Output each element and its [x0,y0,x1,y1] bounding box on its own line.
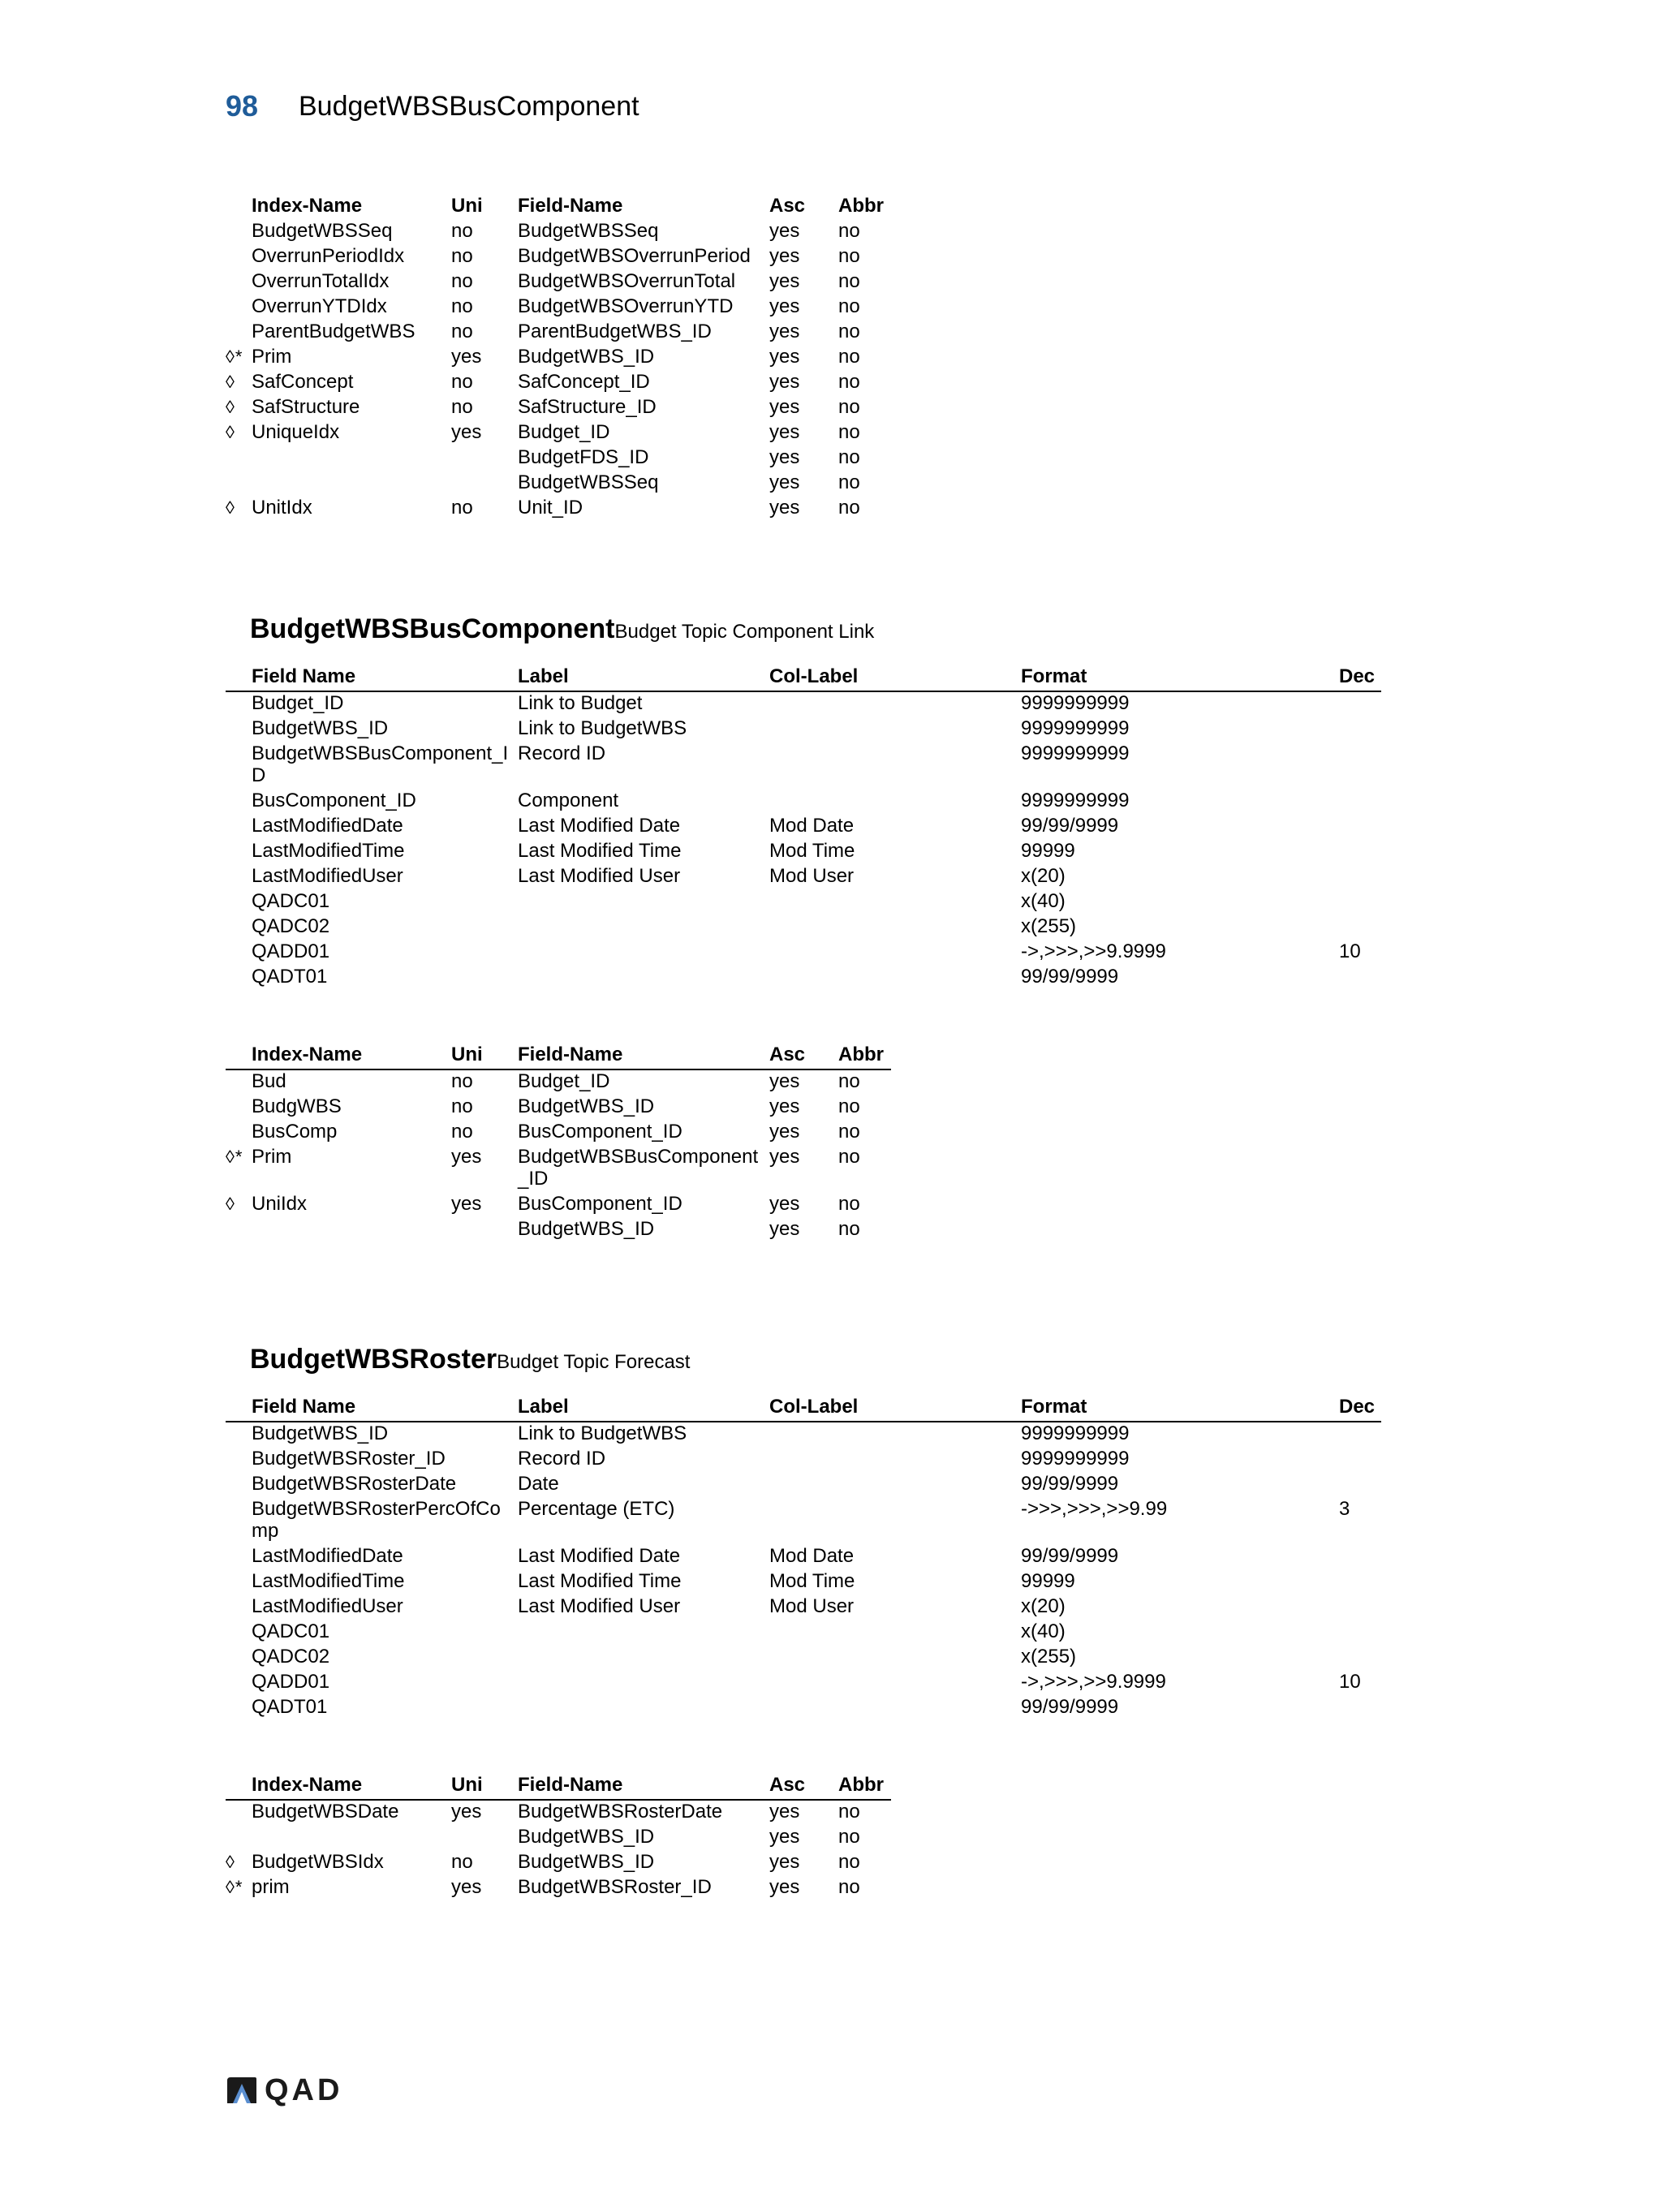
uni-cell: yes [451,346,482,368]
col-header-asc: Asc [769,1774,806,1796]
field-row [226,1671,1381,1696]
label-cell: Percentage (ETC) [518,1498,675,1520]
asc-cell: yes [769,245,800,267]
field-name-cell: BudgetWBS_ID [518,1095,655,1117]
format-cell: ->,>>>,>>9.9999 [1021,1671,1166,1693]
label-cell: Component [518,790,619,811]
uni-cell: no [451,1121,473,1143]
col-header-field-name: Field Name [252,1396,356,1418]
uni-cell: yes [451,1146,482,1168]
abbr-cell: no [838,396,860,418]
index-row [226,1070,891,1095]
index-row [226,295,891,321]
format-cell: x(255) [1021,1646,1077,1668]
asc-cell: yes [769,321,800,342]
uni-cell: no [451,1095,473,1117]
asc-cell: yes [769,1876,800,1898]
col-header-dec: Dec [1339,665,1376,687]
col-header-dec: Dec [1339,1396,1376,1418]
format-cell: x(40) [1021,890,1066,912]
field-name-cell: ParentBudgetWBS_ID [518,321,712,342]
index-row [226,1121,891,1146]
col-header-uni: Uni [451,1774,483,1796]
asc-cell: yes [769,471,800,493]
index-name-cell: BudgetWBSIdx [252,1851,384,1873]
field-name-cell: BudgetWBSRoster_ID [518,1876,712,1898]
uni-cell: no [451,270,473,292]
col-header-index-name: Index-Name [252,1774,363,1796]
col-header-field-name: Field-Name [518,1044,623,1065]
index-name-cell: ParentBudgetWBS [252,321,416,342]
field-row [226,966,1381,991]
index-flag-marker: ◊* [226,1877,243,1897]
index-name-cell: Prim [252,346,292,368]
section-title-budgetwbsbuscomponent [250,613,874,645]
field-table-2 [226,1396,1381,1721]
logo-text: QAD [265,2072,343,2107]
field-name-cell: BudgetWBSRosterDate [252,1473,457,1495]
field-name-cell: LastModifiedTime [252,840,405,862]
index-name-cell: SafStructure [252,396,360,418]
col-header-uni: Uni [451,1044,483,1065]
table-description: Budget Topic Forecast [497,1351,691,1373]
col-header-label: Label [518,1396,569,1418]
col-header-asc: Asc [769,195,806,217]
field-row [226,692,1381,717]
format-cell: 9999999999 [1021,1448,1130,1470]
index-name-cell: prim [252,1876,290,1898]
label-cell: Record ID [518,742,606,764]
index-row [226,396,891,421]
field-name-cell: BusComponent_ID [518,1121,682,1143]
uni-cell: yes [451,1801,482,1823]
index-name-cell: BudgWBS [252,1095,342,1117]
uni-cell: no [451,220,473,242]
asc-cell: yes [769,396,800,418]
col-label-cell: Mod User [769,865,855,887]
field-name-cell: BudgetWBSOverrunTotal [518,270,736,292]
abbr-cell: no [838,1146,860,1168]
format-cell: ->>>,>>>,>>9.99 [1021,1498,1168,1520]
format-cell: ->,>>>,>>9.9999 [1021,940,1166,962]
asc-cell: yes [769,1218,800,1240]
abbr-cell: no [838,270,860,292]
col-header-abbr: Abbr [838,1774,884,1796]
index-flag-marker: ◊ [226,422,235,442]
index-name-cell: OverrunYTDIdx [252,295,387,317]
format-cell: 99/99/9999 [1021,1473,1119,1495]
field-name-cell: BudgetWBS_ID [252,717,389,739]
field-row [226,840,1381,865]
col-header-index-name: Index-Name [252,195,363,217]
format-cell: 99999 [1021,1570,1075,1592]
index-row [226,1146,891,1193]
index-row [226,421,891,446]
field-row [226,1448,1381,1473]
field-row [226,717,1381,742]
abbr-cell: no [838,295,860,317]
col-header-format: Format [1021,1396,1087,1418]
abbr-cell: no [838,1193,860,1215]
index-row [226,1851,891,1876]
col-header-abbr: Abbr [838,1044,884,1065]
label-cell: Link to Budget [518,692,643,714]
page-number: 98 [226,89,259,123]
label-cell: Link to BudgetWBS [518,1422,687,1444]
index-name-cell: BudgetWBSSeq [252,220,393,242]
abbr-cell: no [838,1095,860,1117]
field-name-cell: Budget_ID [252,692,344,714]
field-row [226,1498,1381,1545]
field-row [226,1696,1381,1721]
col-label-cell: Mod Time [769,1570,855,1592]
label-cell: Date [518,1473,559,1495]
index-table-header [226,195,891,220]
index-row [226,270,891,295]
index-flag-marker: ◊ [226,497,235,518]
field-name-cell: QADD01 [252,1671,330,1693]
asc-cell: yes [769,1826,800,1848]
field-name-cell: BudgetWBSBusComponent_ID [252,742,509,786]
col-header-format: Format [1021,665,1087,687]
index-row [226,497,891,522]
asc-cell: yes [769,270,800,292]
index-flag-marker: ◊ [226,397,235,417]
index-row [226,1801,891,1826]
format-cell: 9999999999 [1021,692,1130,714]
qad-logo-icon [226,2076,258,2105]
col-header-col-label: Col-Label [769,1396,859,1418]
asc-cell: yes [769,421,800,443]
col-label-cell: Mod Time [769,840,855,862]
asc-cell: yes [769,371,800,393]
field-name-cell: BudgetWBSRoster_ID [252,1448,446,1470]
format-cell: 99/99/9999 [1021,1696,1119,1718]
field-name-cell: BudgetWBS_ID [518,346,655,368]
field-row [226,890,1381,915]
format-cell: 9999999999 [1021,742,1130,764]
index-row [226,321,891,346]
index-table-2 [226,1044,891,1243]
field-row [226,915,1381,940]
col-header-label: Label [518,665,569,687]
format-cell: 99/99/9999 [1021,966,1119,988]
label-cell: Last Modified Time [518,840,682,862]
label-cell: Last Modified User [518,1595,681,1617]
field-row [226,1570,1381,1595]
label-cell: Last Modified Time [518,1570,682,1592]
field-row [226,865,1381,890]
index-name-cell: BudgetWBSDate [252,1801,399,1823]
field-row [226,940,1381,966]
abbr-cell: no [838,1070,860,1092]
field-name-cell: BudgetWBS_ID [518,1851,655,1873]
col-header-field-name: Field Name [252,665,356,687]
asc-cell: yes [769,295,800,317]
col-header-asc: Asc [769,1044,806,1065]
field-name-cell: BudgetWBSRosterPercOfComp [252,1498,501,1542]
abbr-cell: no [838,421,860,443]
index-flag-marker: ◊* [226,346,243,367]
field-name-cell: QADT01 [252,1696,328,1718]
index-name-cell: Prim [252,1146,292,1168]
index-flag-marker: ◊* [226,1147,243,1167]
index-flag-marker: ◊ [226,1194,235,1214]
label-cell: Link to BudgetWBS [518,717,687,739]
abbr-cell: no [838,446,860,468]
page-title: BudgetWBSBusComponent [299,91,639,122]
col-header-field-name: Field-Name [518,1774,623,1796]
uni-cell: no [451,321,473,342]
field-row [226,815,1381,840]
index-name-cell: OverrunTotalIdx [252,270,390,292]
format-cell: x(255) [1021,915,1077,937]
field-name-cell: BudgetWBSSeq [518,220,659,242]
abbr-cell: no [838,321,860,342]
field-name-cell: QADC01 [252,1620,330,1642]
field-name-cell: QADC02 [252,915,330,937]
asc-cell: yes [769,1095,800,1117]
field-name-cell: BudgetWBS_ID [252,1422,389,1444]
uni-cell: no [451,396,473,418]
index-row [226,371,891,396]
field-row [226,1595,1381,1620]
field-row [226,1473,1381,1498]
qad-logo [226,2074,342,2107]
format-cell: 99/99/9999 [1021,815,1119,837]
index-row [226,1095,891,1121]
asc-cell: yes [769,497,800,519]
index-row [226,1193,891,1218]
uni-cell: yes [451,1876,482,1898]
section-title-budgetwbsroster [250,1344,690,1375]
format-cell: x(40) [1021,1620,1066,1642]
uni-cell: no [451,1851,473,1873]
index-name-cell: UniIdx [252,1193,308,1215]
format-cell: 9999999999 [1021,1422,1130,1444]
uni-cell: yes [451,1193,482,1215]
index-name-cell: UniqueIdx [252,421,340,443]
field-name-cell: SafConcept_ID [518,371,650,393]
index-flag-marker: ◊ [226,372,235,392]
field-table-header [226,1396,1381,1422]
field-name-cell: Unit_ID [518,497,583,519]
field-name-cell: Budget_ID [518,421,610,443]
index-row [226,1218,891,1243]
field-table-1 [226,665,1381,991]
asc-cell: yes [769,1851,800,1873]
index-row [226,220,891,245]
field-row [226,790,1381,815]
index-row [226,446,891,471]
index-row [226,471,891,497]
field-row [226,1545,1381,1570]
col-label-cell: Mod Date [769,1545,855,1567]
field-name-cell: LastModifiedUser [252,1595,403,1617]
index-table-header [226,1044,891,1070]
field-name-cell: BudgetFDS_ID [518,446,649,468]
index-table-3 [226,1774,891,1901]
abbr-cell: no [838,1851,860,1873]
index-name-cell: BusComp [252,1121,338,1143]
table-name: BudgetWBSBusComponent [250,613,615,644]
asc-cell: yes [769,346,800,368]
abbr-cell: no [838,1801,860,1823]
col-header-abbr: Abbr [838,195,884,217]
col-header-uni: Uni [451,195,483,217]
format-cell: 9999999999 [1021,717,1130,739]
index-table-1 [226,195,891,522]
col-label-cell: Mod User [769,1595,855,1617]
index-flag-marker: ◊ [226,1852,235,1872]
label-cell: Record ID [518,1448,606,1470]
abbr-cell: no [838,346,860,368]
index-row [226,346,891,371]
uni-cell: yes [451,421,482,443]
field-name-cell: BudgetWBS_ID [518,1826,655,1848]
field-name-cell: QADD01 [252,940,330,962]
uni-cell: no [451,1070,473,1092]
asc-cell: yes [769,1070,800,1092]
field-name-cell: BusComponent_ID [518,1193,682,1215]
field-row [226,742,1381,790]
field-name-cell: Budget_ID [518,1070,610,1092]
field-name-cell: BudgetWBSOverrunYTD [518,295,734,317]
label-cell: Last Modified User [518,865,681,887]
uni-cell: no [451,497,473,519]
asc-cell: yes [769,446,800,468]
abbr-cell: no [838,1218,860,1240]
asc-cell: yes [769,1193,800,1215]
index-table-header [226,1774,891,1801]
field-name-cell: SafStructure_ID [518,396,657,418]
index-name-cell: Bud [252,1070,286,1092]
uni-cell: no [451,245,473,267]
asc-cell: yes [769,220,800,242]
format-cell: x(20) [1021,1595,1066,1617]
field-name-cell: QADT01 [252,966,328,988]
index-name-cell: OverrunPeriodIdx [252,245,405,267]
col-header-index-name: Index-Name [252,1044,363,1065]
index-name-cell: UnitIdx [252,497,312,519]
format-cell: x(20) [1021,865,1066,887]
index-row [226,1876,891,1901]
index-name-cell: SafConcept [252,371,354,393]
field-name-cell: BudgetWBSSeq [518,471,659,493]
abbr-cell: no [838,245,860,267]
uni-cell: no [451,371,473,393]
abbr-cell: no [838,371,860,393]
format-cell: 9999999999 [1021,790,1130,811]
col-header-col-label: Col-Label [769,665,859,687]
field-name-cell: BusComponent_ID [252,790,416,811]
col-label-cell: Mod Date [769,815,855,837]
field-row [226,1422,1381,1448]
field-name-cell: QADC01 [252,890,330,912]
abbr-cell: no [838,1876,860,1898]
table-description: Budget Topic Component Link [614,621,875,643]
uni-cell: no [451,295,473,317]
abbr-cell: no [838,1121,860,1143]
table-name: BudgetWBSRoster [250,1344,497,1375]
field-row [226,1646,1381,1671]
asc-cell: yes [769,1146,800,1168]
field-table-header [226,665,1381,692]
format-cell: 99/99/9999 [1021,1545,1119,1567]
abbr-cell: no [838,220,860,242]
label-cell: Last Modified Date [518,815,681,837]
field-name-cell: LastModifiedUser [252,865,403,887]
abbr-cell: no [838,1826,860,1848]
abbr-cell: no [838,497,860,519]
field-name-cell: BudgetWBSRosterDate [518,1801,723,1823]
field-name-cell: LastModifiedDate [252,1545,403,1567]
field-name-cell: LastModifiedDate [252,815,403,837]
abbr-cell: no [838,471,860,493]
dec-cell: 10 [1339,940,1361,962]
field-name-cell: BudgetWBS_ID [518,1218,655,1240]
field-name-cell: LastModifiedTime [252,1570,405,1592]
asc-cell: yes [769,1801,800,1823]
label-cell: Last Modified Date [518,1545,681,1567]
field-name-cell: BudgetWBSBusComponent_ID [518,1146,759,1190]
index-row [226,1826,891,1851]
field-row [226,1620,1381,1646]
asc-cell: yes [769,1121,800,1143]
field-name-cell: QADC02 [252,1646,330,1668]
format-cell: 99999 [1021,840,1075,862]
dec-cell: 3 [1339,1498,1350,1520]
dec-cell: 10 [1339,1671,1361,1693]
field-name-cell: BudgetWBSOverrunPeriod [518,245,751,267]
col-header-field-name: Field-Name [518,195,623,217]
index-row [226,245,891,270]
